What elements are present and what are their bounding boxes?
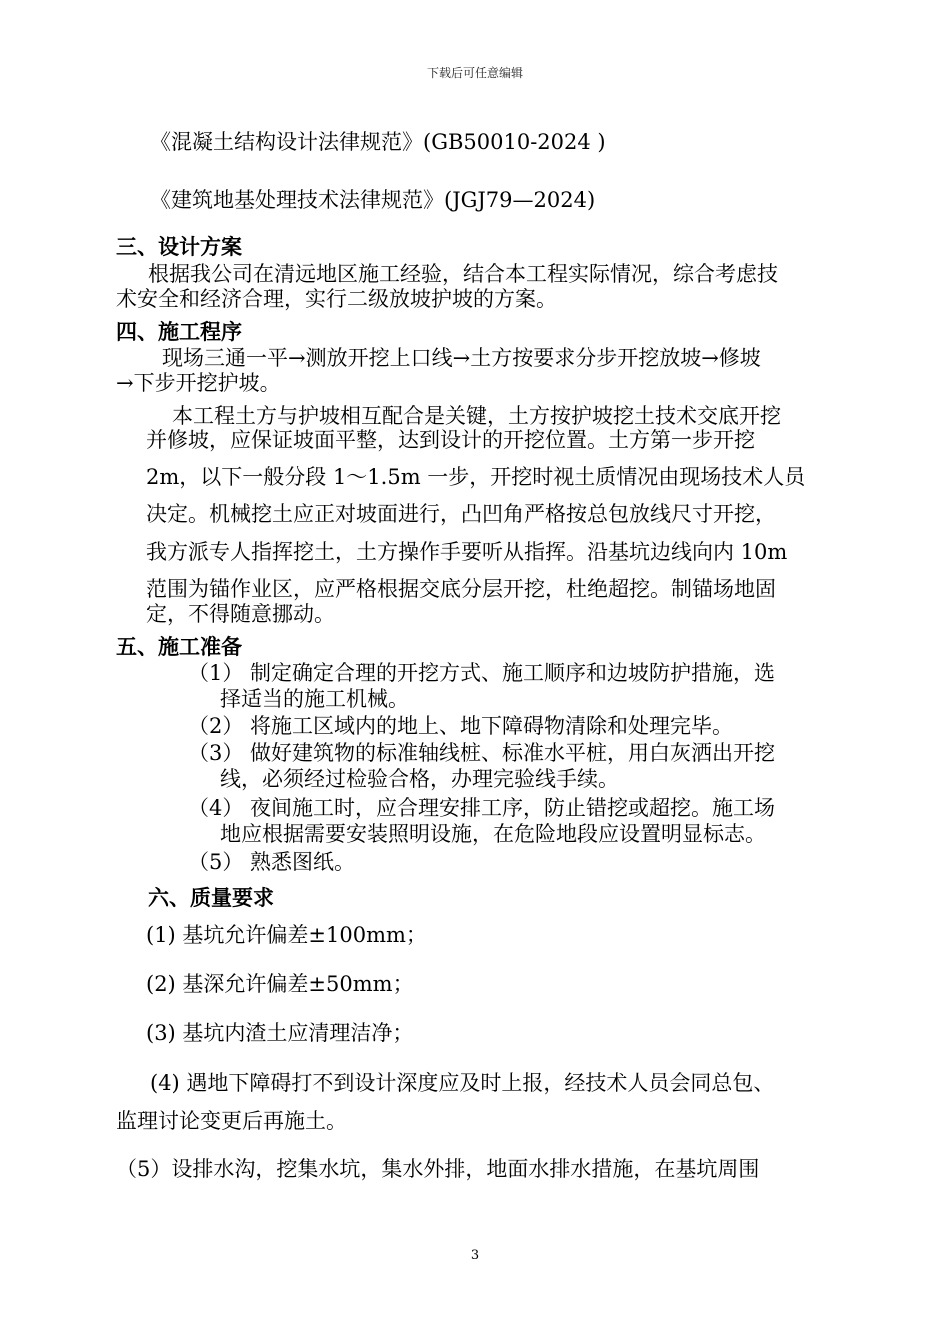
section-6-line-3: (3) 基坑内渣土应清理洁净； <box>146 1021 414 1045</box>
section-4-line-8: 范围为锚作业区，应严格根据交底分层开挖，杜绝超挖。制锚场地固 <box>146 577 776 601</box>
section-6-line-4: (4) 遇地下障碍打不到设计深度应及时上报，经技术人员会同总包、 <box>150 1071 775 1095</box>
section-5-line-6: （4） 夜间施工时，应合理安排工序，防止错挖或超挖。施工场 <box>188 796 776 820</box>
page-number: 3 <box>470 1248 480 1263</box>
section-4-title: 四、施工程序 <box>116 320 242 344</box>
section-5-line-1: （1） 制定确定合理的开挖方式、施工顺序和边坡防护措施，选 <box>188 661 776 685</box>
section-4-line-3: 本工程土方与护坡相互配合是关键，土方按护坡挖土技术交底开挖 <box>172 404 781 428</box>
section-3-title: 三、设计方案 <box>116 235 242 259</box>
section-4-line-2: →下步开挖护坡。 <box>116 371 281 395</box>
section-5-title: 五、施工准备 <box>116 635 242 659</box>
section-4-line-7: 我方派专人指挥挖土，土方操作手要听从指挥。沿基坑边线向内 10m <box>146 540 788 564</box>
section-6-line-6: （5）设排水沟，挖集水坑，集水外排，地面水排水措施，在基坑周围 <box>116 1157 760 1181</box>
section-6-line-5: 监理讨论变更后再施土。 <box>116 1109 347 1133</box>
section-4-line-5: 2m，以下一般分段 1～1.5m 一步，开挖时视土质情况由现场技术人员 <box>146 465 806 489</box>
section-5-line-8: （5） 熟悉图纸。 <box>188 850 356 874</box>
section-5-line-7: 地应根据需要安装照明设施，在危险地段应设置明显标志。 <box>220 822 766 846</box>
section-4-line-9: 定，不得随意挪动。 <box>146 602 335 626</box>
section-5-line-4: （3） 做好建筑物的标准轴线桩、标准水平桩，用白灰洒出开挖 <box>188 741 776 765</box>
section-6-line-1: (1) 基坑允许偏差±100mm； <box>146 923 427 947</box>
section-5-line-2: 择适当的施工机械。 <box>220 687 409 711</box>
section-5-line-3: （2） 将施工区域内的地上、地下障碍物清除和处理完毕。 <box>188 714 734 738</box>
section-5-line-5: 线，必须经过检验合格，办理完验线手续。 <box>220 767 619 791</box>
section-6-line-2: (2) 基深允许偏差±50mm； <box>146 972 414 996</box>
section-6-title: 六、质量要求 <box>148 886 274 910</box>
section-4-line-6: 决定。机械挖土应正对坡面进行，凸凹角严格按总包放线尺寸开挖， <box>146 502 776 526</box>
section-3-line-1: 根据我公司在清远地区施工经验，结合本工程实际情况，综合考虑技 <box>148 262 778 286</box>
section-3-line-2: 术安全和经济合理，实行二级放坡护坡的方案。 <box>116 287 557 311</box>
page-header: 下载后可任意编辑 <box>426 66 523 80</box>
section-4-line-4: 并修坡，应保证坡面平整，达到设计的开挖位置。土方第一步开挖 <box>146 428 755 452</box>
reference-1: 《混凝土结构设计法律规范》(GB50010-2024 ) <box>150 130 606 154</box>
section-4-line-1: 现场三通一平→测放开挖上口线→土方按要求分步开挖放坡→修坡 <box>162 346 761 370</box>
reference-2: 《建筑地基处理技术法律规范》(JGJ79—2024) <box>150 188 596 212</box>
